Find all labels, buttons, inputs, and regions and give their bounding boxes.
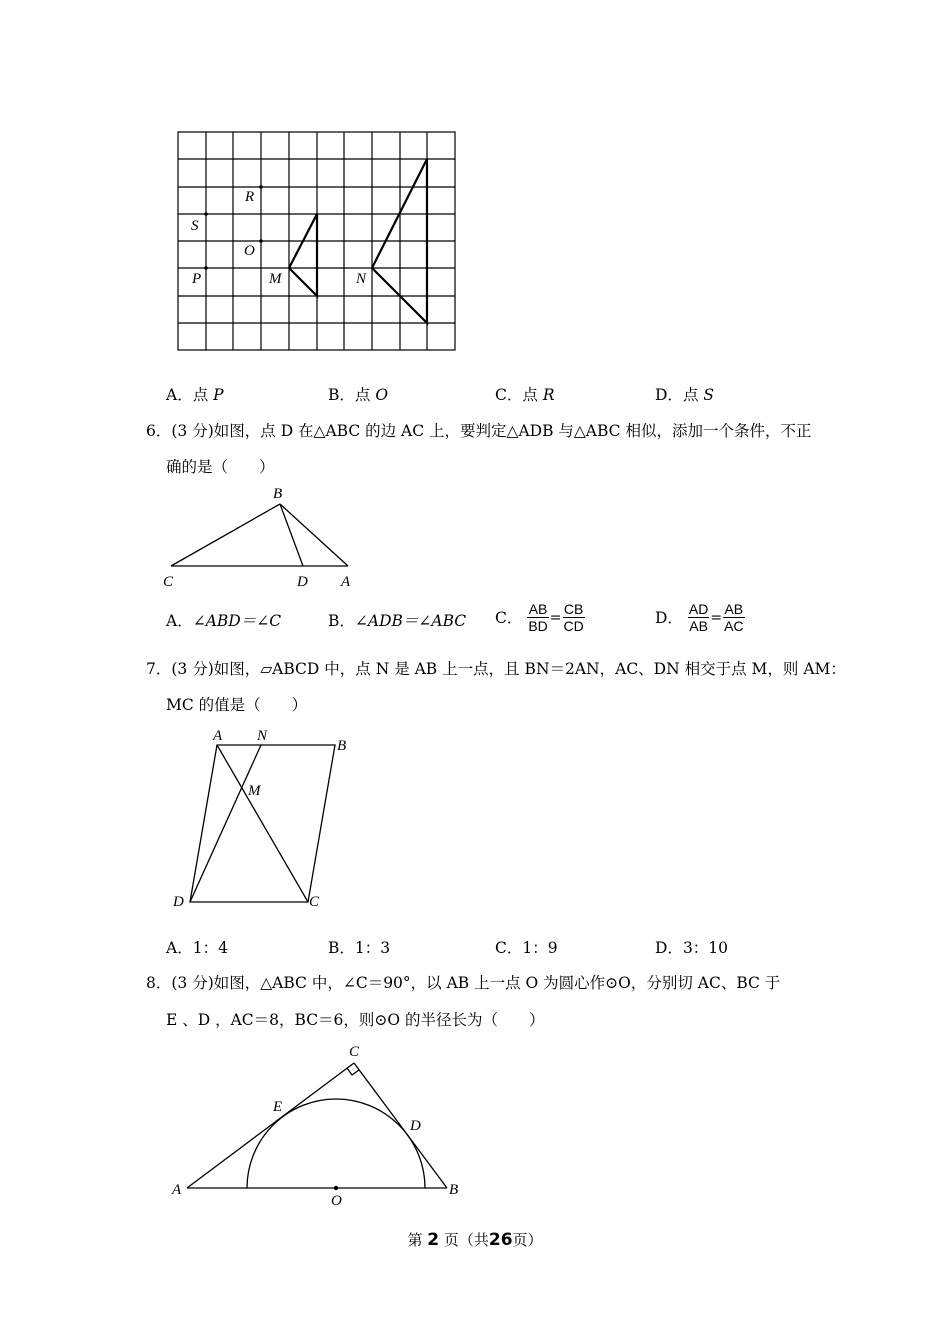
q6-triangle-figure: [155, 480, 365, 592]
page-footer: 第 2 页（共26页）: [407, 1230, 543, 1250]
q7-option-c[interactable]: C．1：9: [495, 939, 558, 957]
q6-option-a[interactable]: A．∠ABD＝∠C: [166, 612, 282, 630]
label-e: E: [273, 1099, 283, 1115]
label-o: O: [331, 1193, 342, 1209]
q7-parallelogram-figure: [160, 722, 360, 917]
q6-stem-line1: 6．(3 分)如图，点 D 在△ABC 的边 AC 上，要判定△ADB 与△ABC 相似，添加一个条件，不正: [146, 422, 812, 440]
q6-option-c[interactable]: C． $\frac{AB}{BD}$ = $\frac{CB}{CD}$: [495, 601, 584, 634]
label-b: B: [273, 486, 283, 502]
label-r: R: [245, 189, 255, 205]
q5-option-c[interactable]: C．点 R: [495, 386, 555, 404]
label-o: O: [244, 243, 255, 259]
label-p: P: [192, 271, 202, 287]
triangle-m: [289, 214, 317, 296]
total-page-number: 26: [488, 1230, 513, 1250]
q8-triangle-circle-figure: [160, 1038, 470, 1213]
label-a: A: [172, 1182, 182, 1198]
label-c: C: [309, 894, 320, 910]
q8-stem-line2: E 、D ，AC＝8，BC＝6，则⊙O 的半径长为（ ）: [166, 1011, 545, 1029]
label-b: B: [449, 1182, 459, 1198]
q5-option-d[interactable]: D．点 S: [655, 386, 714, 404]
q7-option-a[interactable]: A．1：4: [166, 939, 228, 957]
label-a: A: [213, 728, 223, 744]
fraction-cb-cd: $\frac{CB}{CD}$: [563, 601, 584, 634]
q7-stem-line2: MC 的值是（ ）: [166, 696, 308, 714]
label-n: N: [356, 271, 367, 287]
q5-grid-figure: [160, 120, 480, 365]
label-a: A: [341, 574, 351, 590]
q6-stem-line2: 确的是（ ）: [166, 458, 275, 476]
q7-stem-line1: 7．(3 分)如图，▱ABCD 中，点 N 是 AB 上一点，且 BN＝2AN，AC、DN 相交于点 M，则 AM：: [146, 660, 846, 678]
label-m: M: [269, 271, 282, 287]
label-n: N: [257, 728, 268, 744]
q6-option-b[interactable]: B．∠ADB＝∠ABC: [328, 612, 467, 630]
label-d: D: [410, 1118, 421, 1134]
label-b: B: [337, 738, 347, 754]
q5-option-b[interactable]: B．点 O: [328, 386, 389, 404]
label-d: D: [297, 574, 308, 590]
q6-option-d[interactable]: D． $\frac{AD}{AB}$ = $\frac{AB}{AC}$: [655, 601, 744, 634]
label-c: C: [163, 574, 174, 590]
q8-stem-line1: 8．(3 分)如图，△ABC 中，∠C＝90°，以 AB 上一点 O 为圆心作⊙O，分别切 AC、BC 于: [146, 974, 781, 992]
fraction-ad-ab: $\frac{AD}{AB}$: [688, 601, 709, 634]
q7-option-d[interactable]: D．3：10: [655, 939, 729, 957]
q5-option-a[interactable]: A．点 P: [166, 386, 224, 404]
fraction-ab-bd: $\frac{AB}{BD}$: [528, 601, 548, 634]
label-c: C: [349, 1044, 360, 1060]
q7-option-b[interactable]: B．1：3: [328, 939, 391, 957]
fraction-ab-ac: $\frac{AB}{AC}$: [724, 601, 744, 634]
current-page-number: 2: [427, 1230, 440, 1250]
label-s: S: [191, 218, 199, 234]
label-d: D: [173, 894, 184, 910]
label-m: M: [248, 783, 261, 799]
